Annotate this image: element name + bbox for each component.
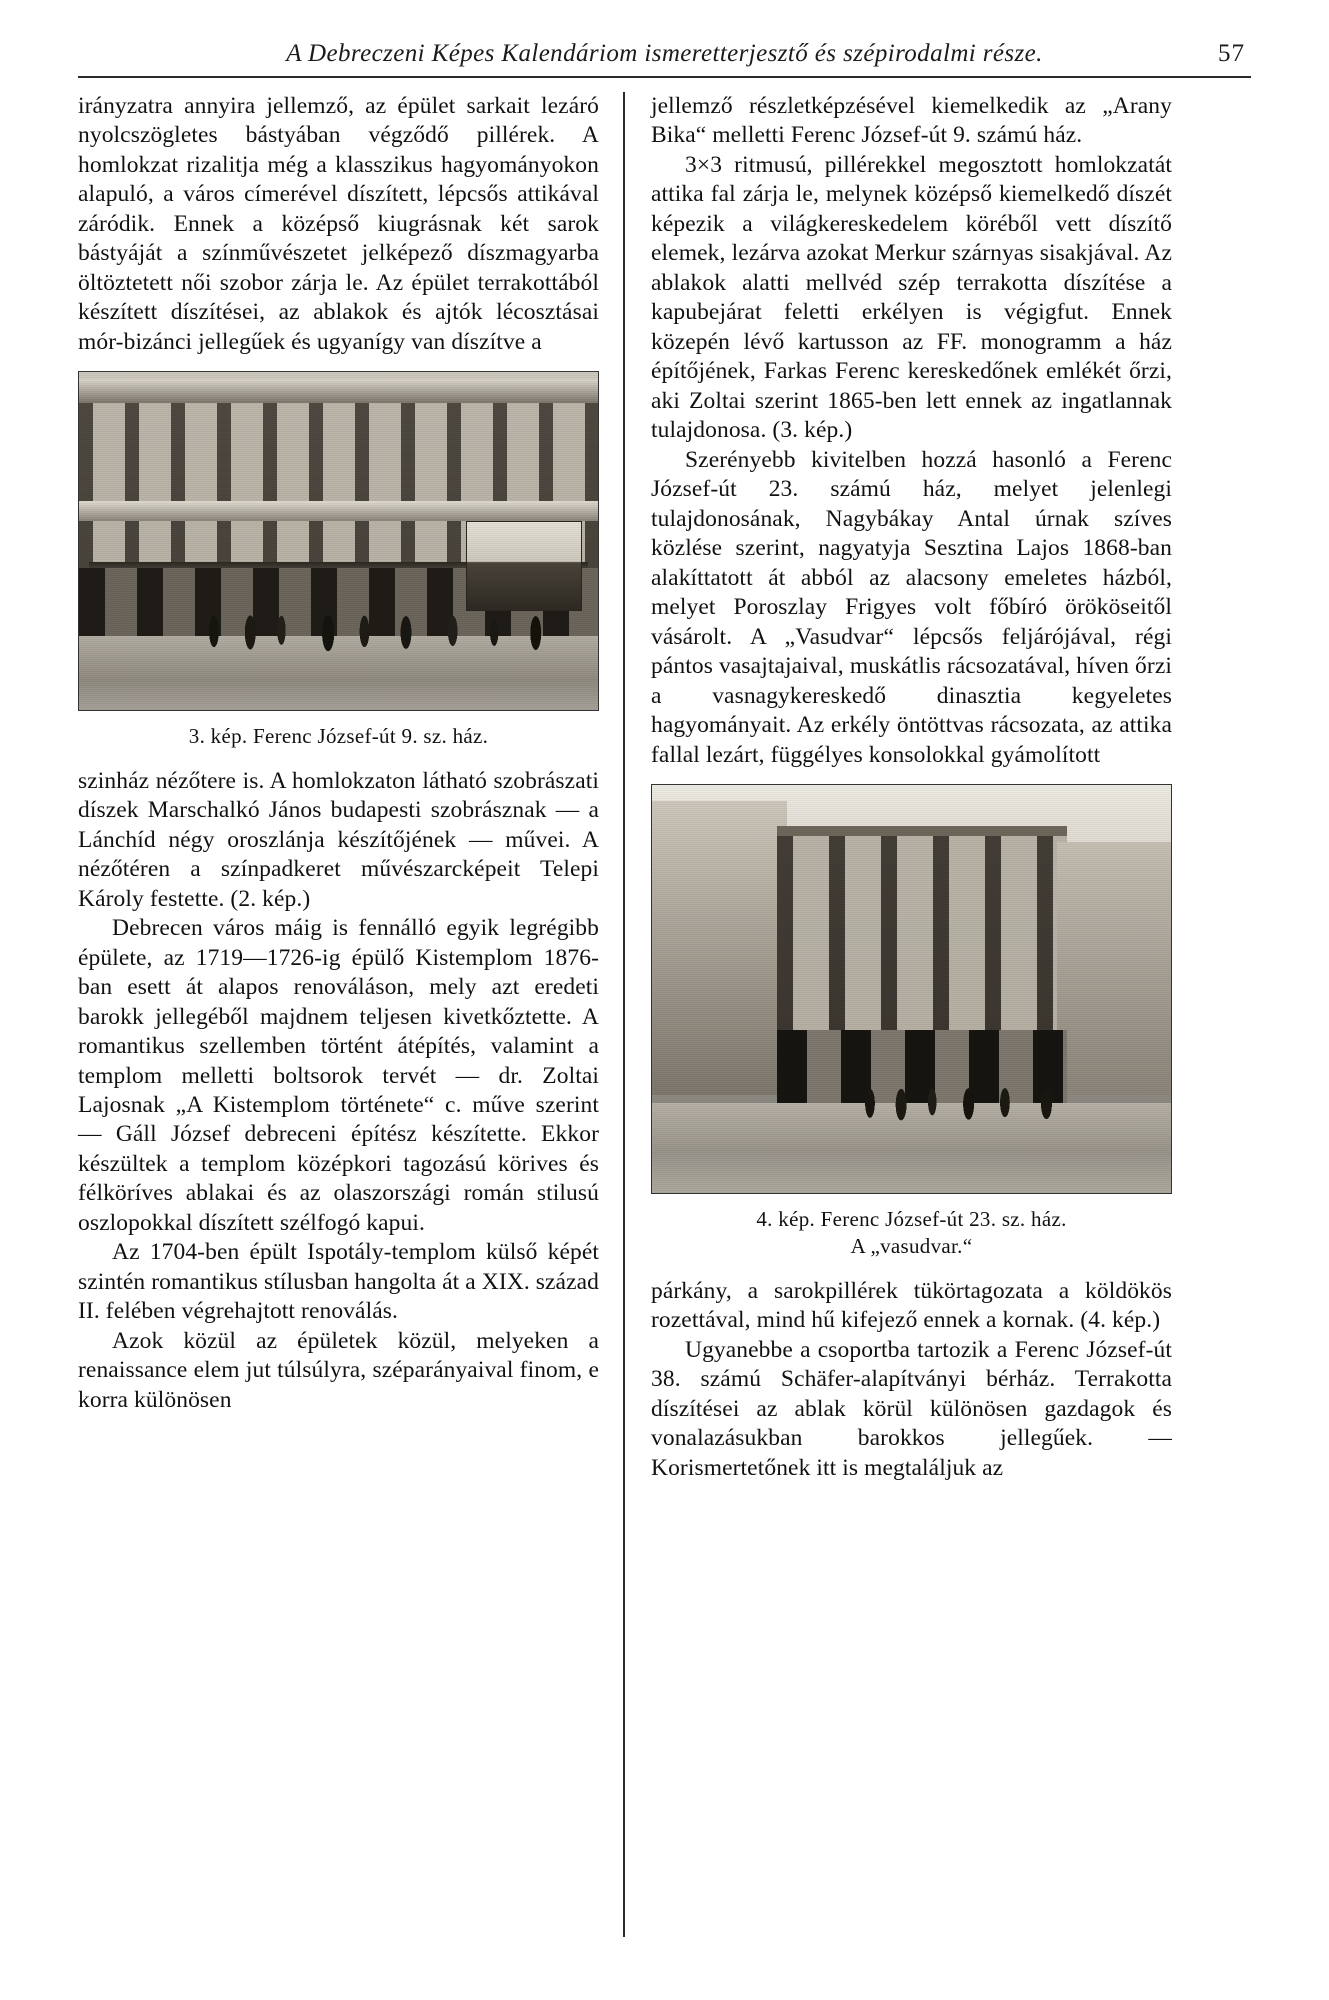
photo-ferenc-jozsef-ut-23	[651, 784, 1172, 1194]
figure-caption	[651, 1206, 1172, 1261]
paragraph: jellemző részletképzésével kiemelkedik az „Arany Bika“ melletti Ferenc József-út 9. számú ház.	[651, 93, 1172, 149]
paragraph: Szerényebb kivitelben hozzá hasonló a Ferenc József-út 23. számú ház, melyet jelenlegi tulajdonosának, Nagybákay Antal úrnak szíves közlése szerint, nagyatyja Sesztina Lajos 1868-ban alakíttatott át abból az alacsony emeletes házból, melyet Poroszlay Frigyes volt főbíró örököseitől vásárolt. A „Vasudvar“ lépcsős feljárójával, régi pántos vasajtajaival, muskátlis rácsozatával, híven őrzi a vasnagykereskedő dinasztia kegyeletes hagyományait. Az erkély öntöttvas rácsozata, az attika fallal lezárt, függélyes konsolokkal gyámolított	[651, 446, 1172, 768]
paragraph: párkány, a sarokpillérek tükörtagozata a köldökös rozettával, mind hű kifejező ennek a kornak. (4. kép.)	[651, 1277, 1172, 1334]
paragraph: 3×3 ritmusú, pillérekkel megosztott homlokzatát attika fal zárja le, melynek középső kiemelkedő díszét képezik a világkereskedelem köréből vett díszítő elemek, lezárva azokat Merkur szárnyas sisakjával. Az ablakok alatti mellvéd szép terrakotta díszítése a kapubejárat feletti erkélyen is végigfut. Ennek közepén lévő kartusson az FF. monogramm a ház építőjének, Farkas Ferenc kereskedőnek emlékét őrzi, aki Zoltai szerint 1865-ben lett ennek az ingatlannak tulajdonosa. (3. kép.)	[651, 151, 1172, 444]
paragraph: Azok közül az épületek közül, melyeken a renaissance elem jut túlsúlyra, széparányaival finom, e korra különösen	[78, 1327, 599, 1413]
photo-ferenc-jozsef-ut-9	[78, 371, 599, 711]
running-title: A Debreczeni Képes Kalendáriom ismeretterjesztő és szépirodalmi része.	[286, 40, 1043, 67]
header-rule	[78, 76, 1251, 78]
page-number: 57	[1218, 40, 1245, 67]
paragraph: Debrecen város máig is fennálló egyik legrégibb épülete, az 1719—1726-ig épülő Kistemplom 1876-ban esett át alapos renováláson, mely azt eredeti barokk jellegéből majdnem teljesen kivetkőztette. A romantikus szellemben történt átépítés, valamint a templom melletti boltsorok tervét — dr. Zoltai Lajosnak „A Kistemplom története“ c. műve szerint — Gáll József debreceni építész készítette. Ekkor készültek a templom középkori tagozású körives és félköríves ablakai és az olaszországi román stilusú oszlopokkal díszített szélfogó kapui.	[78, 915, 599, 1236]
spacer	[651, 1261, 1172, 1277]
figure-caption-line-2: A „vasudvar.“	[850, 1234, 973, 1259]
figure-caption-line-1: 4. kép. Ferenc József-út 23. sz. ház.	[756, 1207, 1067, 1232]
figure-ferenc-jozsef-ut-9	[78, 371, 599, 750]
running-head	[78, 40, 1251, 76]
figure-ferenc-jozsef-ut-23	[651, 784, 1172, 1261]
right-column	[625, 92, 1172, 1937]
paragraph: Ugyanebbe a csoportba tartozik a Ferenc József-út 38. számú Schäfer-alapítványi bérház. Terrakotta díszítései az ablak körül különösen gazdagok és vonalazásukban barokkos jellegűek. — Korismertetőnek itt is megtaláljuk az	[651, 1336, 1172, 1481]
paragraph: szinház nézőtere is. A homlokzaton látható szobrászati díszek Marschalkó János budapesti szobrásznak — a Lánchíd négy oroszlánja készítőjének — művei. A nézőtéren a színpadkeret művészarcképeit Telepi Károly festette. (2. kép.)	[78, 767, 599, 912]
figure-caption: 3. kép. Ferenc József-út 9. sz. ház.	[188, 724, 489, 749]
left-column	[78, 92, 625, 1937]
photo-halftone-grain	[79, 372, 598, 710]
two-column-body	[78, 92, 1251, 1937]
paragraph: irányzatra annyira jellemző, az épület sarkait lezáró nyolcszögletes bástyában végződő pillérek. A homlokzat rizalitja még a klasszikus hagyományokon alapuló, a város címerével díszített, lépcsős attikával záródik. Ennek a középső kiugrásnak két sarok bástyáját a színművészetet jelképező díszmagyarba öltöztetett női szobor zárja le. Az épület terrakottából készített díszítései, az ablakok és ajtók lécosztásai mór-bizánci jellegűek és ugyanígy van díszítve a	[78, 93, 599, 355]
paragraph: Az 1704-ben épült Ispotály-templom külső képét szintén romantikus stílusban hangolta át a XIX. század II. felében végrehajtott renoválás.	[78, 1239, 599, 1325]
photo-halftone-grain	[652, 785, 1171, 1193]
spacer	[78, 751, 599, 767]
